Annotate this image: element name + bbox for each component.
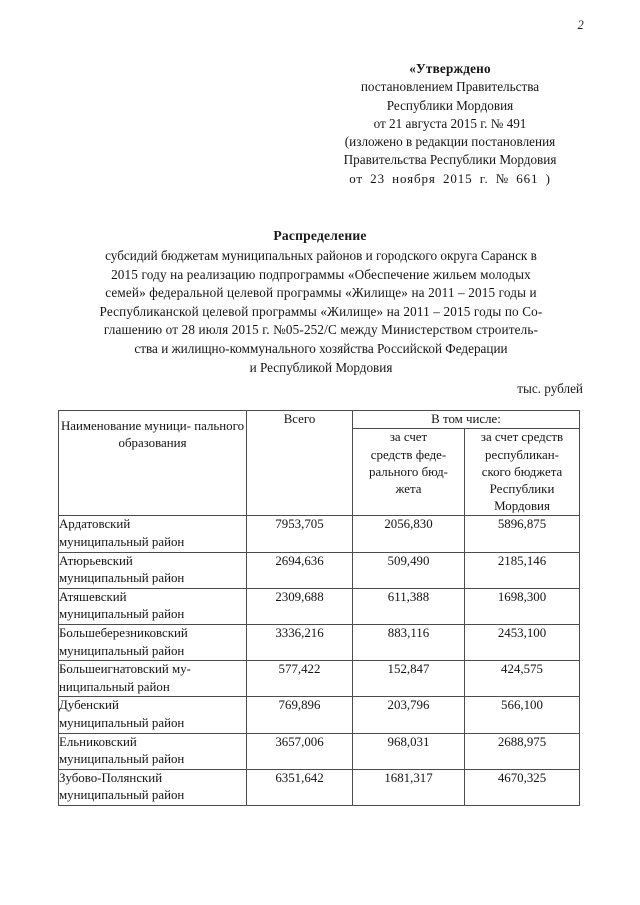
row-total: 577,422 — [247, 661, 353, 697]
row-name — [59, 516, 247, 552]
header-federal-line-1: средств феде- — [370, 447, 447, 462]
row-name-line-1: ниципальный район — [59, 679, 170, 694]
row-name-line-1: муниципальный район — [59, 788, 185, 803]
page-number: 2 — [577, 18, 584, 32]
row-name-line-0: Атяшевский — [59, 589, 127, 604]
subsidy-distribution-table — [58, 410, 580, 806]
approval-block — [300, 60, 600, 188]
row-total: 6351,642 — [247, 769, 353, 805]
row-name — [59, 624, 247, 660]
row-name-line-0: Атюрьевский — [59, 553, 133, 568]
row-total: 769,896 — [247, 697, 353, 733]
row-name-line-0: Ельниковский — [59, 734, 137, 749]
row-total: 7953,705 — [247, 516, 353, 552]
header-republican-line-3: Республики — [489, 482, 555, 497]
header-name — [59, 411, 247, 516]
row-name — [59, 588, 247, 624]
approval-line-0: «Утверждено — [409, 61, 491, 76]
subtitle-line-6: и Республикой Мордовия — [249, 359, 393, 375]
header-federal-line-0: за счет — [389, 430, 428, 445]
row-federal: 611,388 — [353, 588, 465, 624]
row-name — [59, 661, 247, 697]
row-total: 2694,636 — [247, 552, 353, 588]
row-republican: 2185,146 — [465, 552, 580, 588]
document-subtitle — [60, 247, 582, 377]
row-federal: 509,490 — [353, 552, 465, 588]
row-federal: 883,116 — [353, 624, 465, 660]
row-republican: 566,100 — [465, 697, 580, 733]
row-name-line-1: муниципальный район — [59, 643, 185, 658]
row-republican: 1698,300 — [465, 588, 580, 624]
row-name-line-0: Зубово-Полянский — [59, 770, 163, 785]
row-name-line-1: муниципальный район — [59, 752, 185, 767]
header-federal-line-2: рального бюд- — [369, 464, 448, 479]
table-header — [59, 411, 580, 516]
table-row — [59, 769, 580, 805]
row-republican: 2688,975 — [465, 733, 580, 769]
header-name-line-1: пального образования — [118, 419, 245, 451]
row-name-line-1: муниципальный район — [59, 535, 185, 550]
row-federal: 1681,317 — [353, 769, 465, 805]
row-name-line-1: муниципальный район — [59, 571, 185, 586]
table-row — [59, 697, 580, 733]
row-name-line-0: Ардатовский — [59, 517, 131, 532]
row-name — [59, 697, 247, 733]
table-header-row-1 — [59, 411, 580, 429]
row-total: 2309,688 — [247, 588, 353, 624]
approval-line-2: Республики Мордовия — [386, 97, 514, 113]
subtitle-line-2: семей» федеральной целевой программы «Жилище» на 2011 – 2015 годы и — [105, 285, 537, 301]
table-row — [59, 588, 580, 624]
table-row — [59, 624, 580, 660]
header-federal-line-3: жета — [395, 482, 422, 497]
row-name — [59, 769, 247, 805]
row-name — [59, 552, 247, 588]
header-republican-line-0: за счет средств — [480, 430, 564, 445]
row-name-line-0: Большеберезниковский — [59, 625, 188, 640]
table-body — [59, 516, 580, 806]
table-row — [59, 552, 580, 588]
row-total: 3657,006 — [247, 733, 353, 769]
approval-line-3: от 21 августа 2015 г. № 491 — [373, 115, 527, 131]
header-republican-line-4: Мордовия — [494, 499, 550, 514]
row-republican: 424,575 — [465, 661, 580, 697]
row-name — [59, 733, 247, 769]
approval-line-5: Правительства Республики Мордовия — [343, 152, 557, 168]
row-name-line-1: муниципальный район — [59, 715, 185, 730]
approval-line-4: (изложено в редакции постановления — [344, 134, 556, 150]
row-name-line-1: муниципальный район — [59, 607, 185, 622]
subtitle-line-5: ства и жилищно-коммунального хозяйства Российской Федерации — [134, 340, 508, 356]
row-federal: 203,796 — [353, 697, 465, 733]
row-federal: 152,847 — [353, 661, 465, 697]
row-federal: 2056,830 — [353, 516, 465, 552]
header-total: Всего — [247, 411, 353, 516]
row-republican: 2453,100 — [465, 624, 580, 660]
header-republican-line-1: республикан- — [485, 447, 559, 462]
approval-line-1: постановлением Правительства — [360, 79, 540, 95]
table-row — [59, 733, 580, 769]
row-total: 3336,216 — [247, 624, 353, 660]
subtitle-line-0: субсидий бюджетам муниципальных районов и городского округа Саранск в — [105, 248, 537, 263]
subtitle-line-4: глашению от 28 июля 2015 г. №05-252/С между Министерством строитель- — [103, 322, 539, 338]
header-republican-line-2: ского бюджета — [481, 464, 563, 479]
header-federal — [353, 429, 465, 516]
header-name-line-0: Наименование муници- — [60, 419, 191, 433]
row-name-line-0: Большеигнатовский му- — [59, 662, 191, 677]
row-republican: 5896,875 — [465, 516, 580, 552]
approval-amendment-line: от 23 ноября 2015 г. № 661 ) — [349, 170, 551, 186]
table-row — [59, 661, 580, 697]
page-title: Распределение — [273, 228, 367, 243]
row-republican: 4670,325 — [465, 769, 580, 805]
row-federal: 968,031 — [353, 733, 465, 769]
units-note: тыс. рублей — [517, 381, 583, 396]
header-group: В том числе: — [353, 411, 580, 429]
subtitle-line-1: 2015 году на реализацию подпрограммы «Обеспечение жильем молодых — [111, 266, 531, 282]
table-row — [59, 516, 580, 552]
header-republican — [465, 429, 580, 516]
subtitle-line-3: Республиканской целевой программы «Жилище» на 2011 – 2015 годы по Со- — [99, 303, 543, 319]
row-name-line-0: Дубенский — [59, 698, 119, 713]
